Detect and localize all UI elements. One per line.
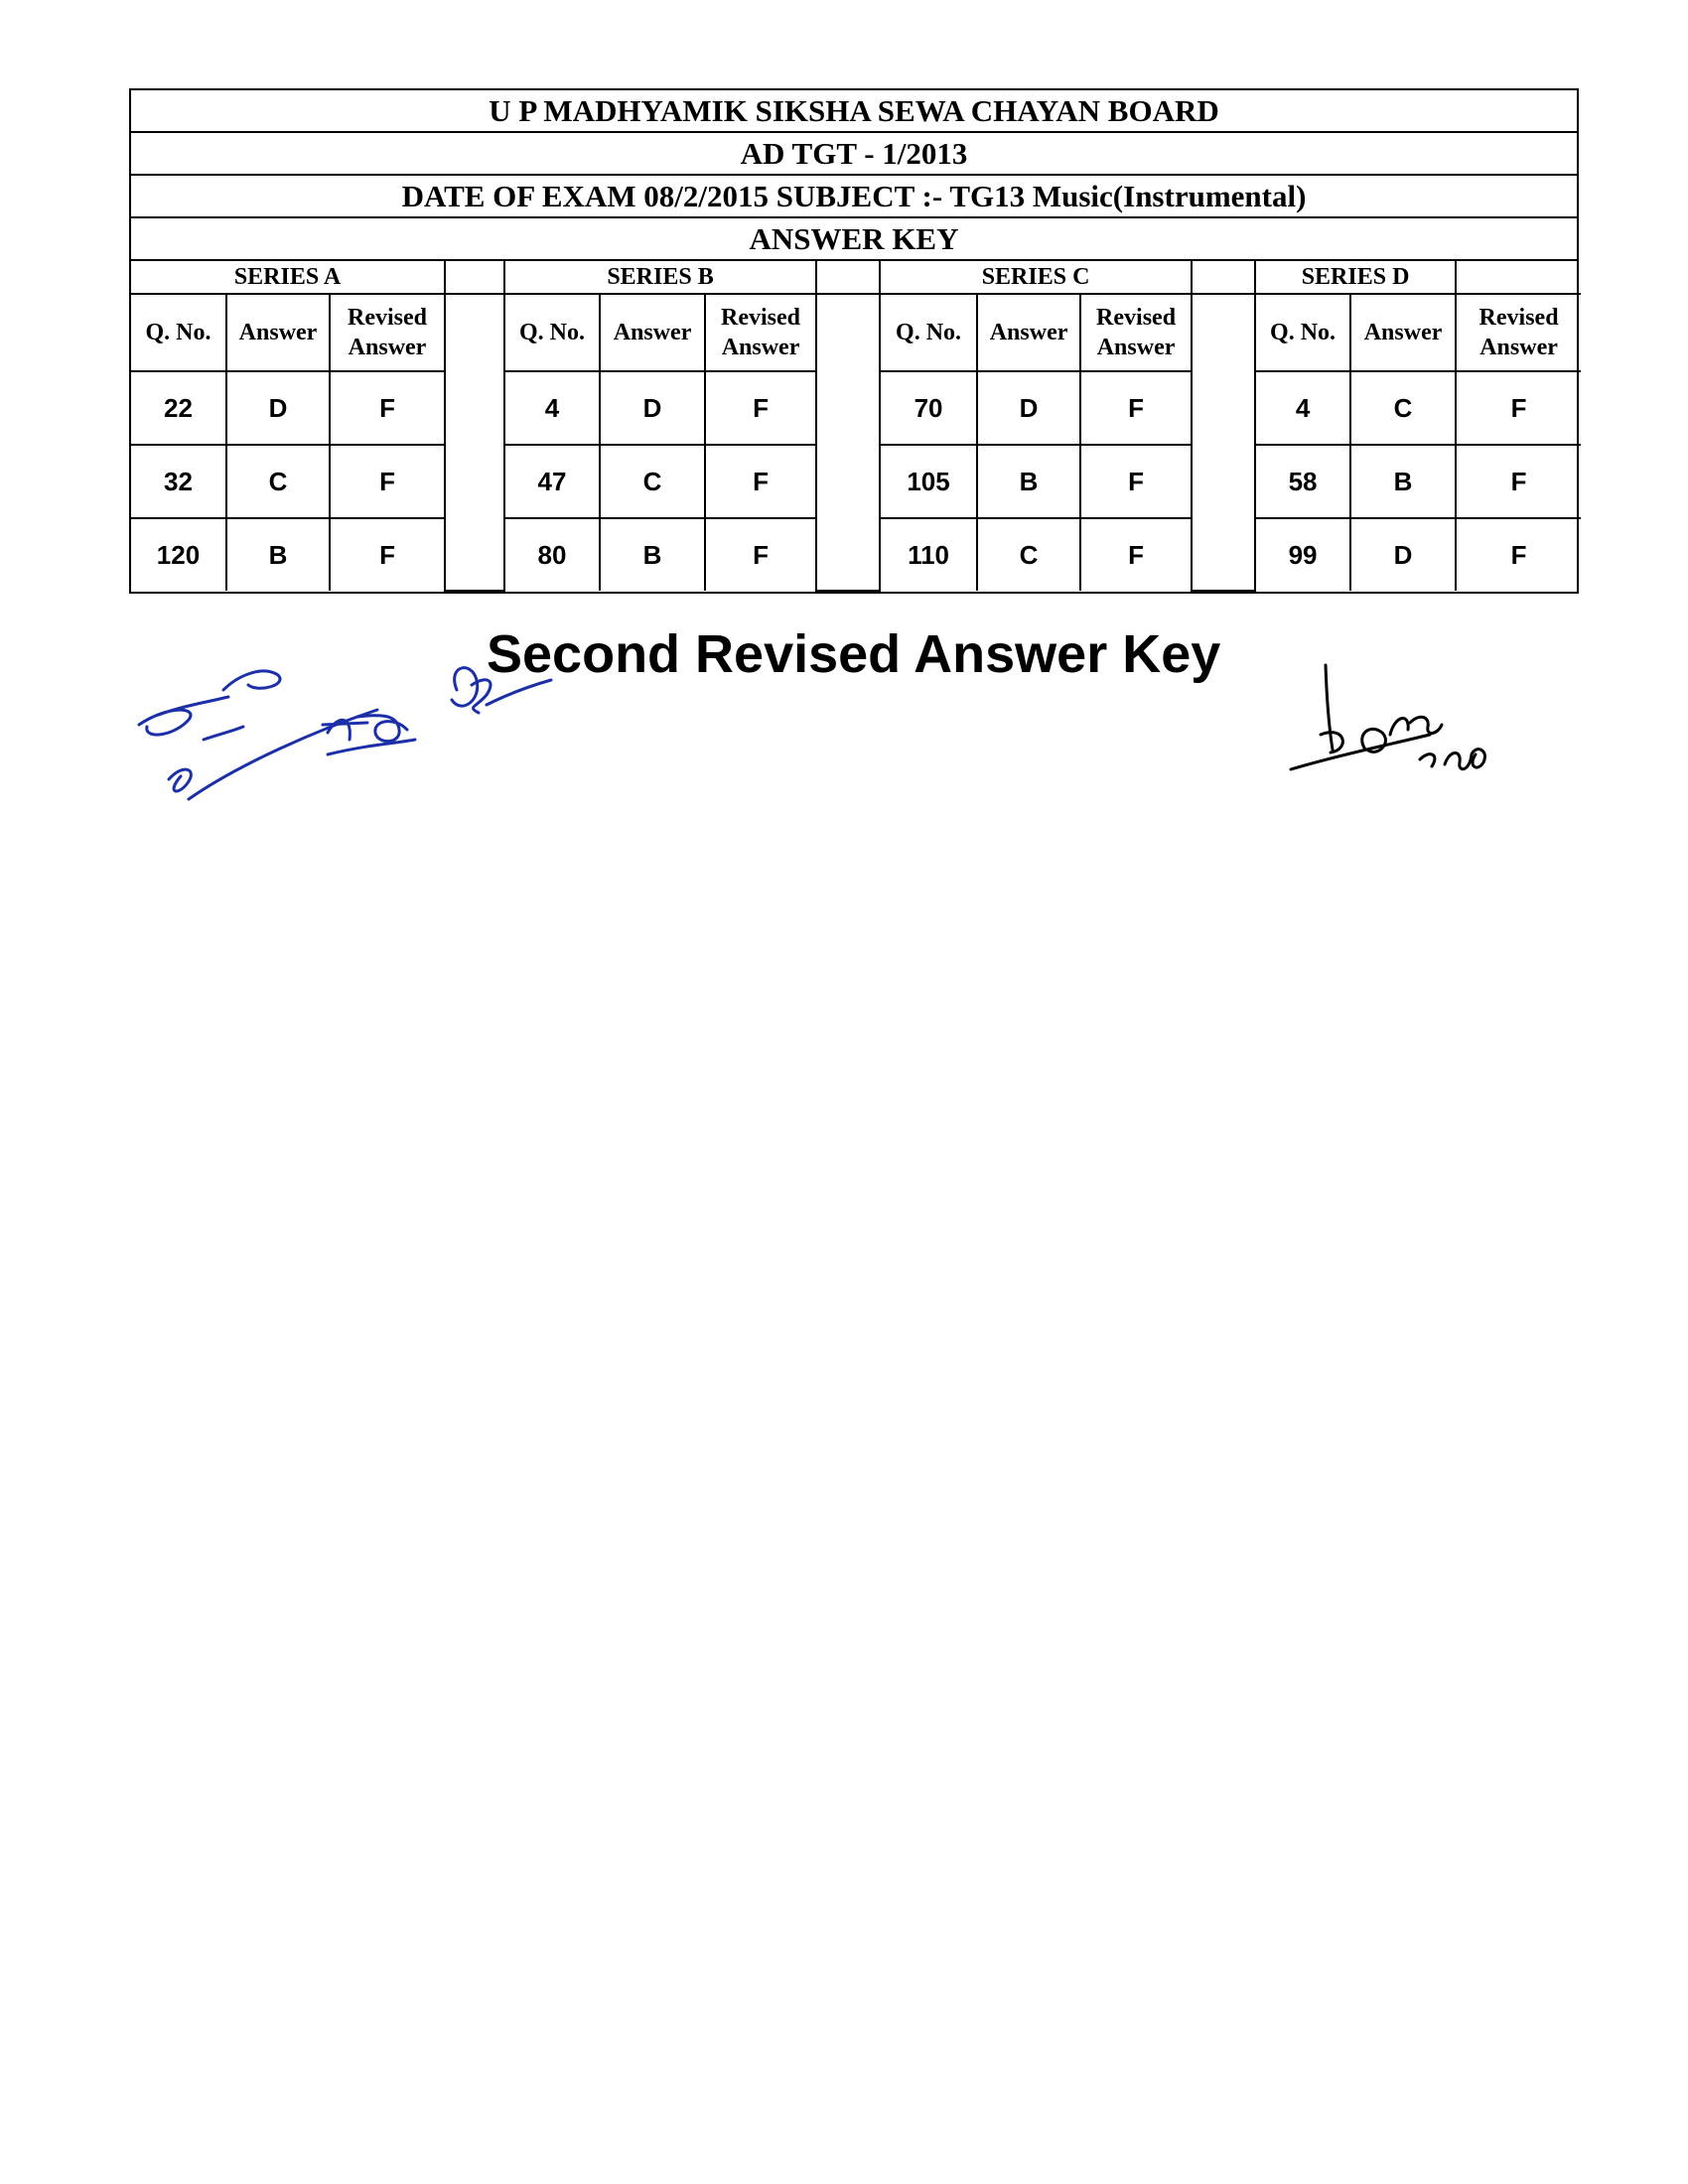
exam-subject-line: DATE OF EXAM 08/2/2015 SUBJECT :- TG13 Music(Instrumental): [131, 176, 1577, 218]
qno-header: Q. No.: [880, 294, 977, 371]
answer-cell: C: [600, 445, 705, 518]
spacer-column: [816, 294, 880, 591]
signature-right: [1281, 655, 1529, 804]
revised-answer-cell: F: [1080, 445, 1192, 518]
qno-cell: 4: [1255, 371, 1350, 445]
answer-cell: C: [1350, 371, 1456, 445]
answer-cell: D: [977, 371, 1080, 445]
spacer-cell: [816, 261, 880, 294]
revised-answer-header: Revised Answer: [1456, 294, 1581, 371]
qno-cell: 99: [1255, 518, 1350, 591]
series-c-title: SERIES C: [880, 261, 1192, 294]
answer-cell: C: [226, 445, 330, 518]
series-header-row: [131, 261, 1581, 294]
answer-header: Answer: [226, 294, 330, 371]
answer-cell: D: [1350, 518, 1456, 591]
revised-answer-cell: F: [705, 518, 816, 591]
qno-cell: 22: [131, 371, 226, 445]
answer-header: Answer: [977, 294, 1080, 371]
revised-answer-header: Revised Answer: [1080, 294, 1192, 371]
revised-answer-cell: F: [1456, 518, 1581, 591]
qno-header: Q. No.: [1255, 294, 1350, 371]
second-revised-caption: Second Revised Answer Key: [487, 624, 1221, 684]
qno-header: Q. No.: [504, 294, 600, 371]
revised-answer-cell: F: [1080, 518, 1192, 591]
answer-key-title: ANSWER KEY: [131, 218, 1577, 261]
exam-title: AD TGT - 1/2013: [131, 133, 1577, 176]
answer-cell: B: [1350, 445, 1456, 518]
revised-answer-cell: F: [1456, 445, 1581, 518]
answer-cell: D: [600, 371, 705, 445]
revised-answer-cell: F: [330, 518, 445, 591]
series-d-title: SERIES D: [1255, 261, 1456, 294]
revised-answer-header: Revised Answer: [330, 294, 445, 371]
board-title: U P MADHYAMIK SIKSHA SEWA CHAYAN BOARD: [131, 90, 1577, 133]
spacer-column: [445, 294, 504, 591]
answer-cell: B: [977, 445, 1080, 518]
revised-answer-cell: F: [330, 371, 445, 445]
spacer-cell: [445, 261, 504, 294]
qno-cell: 58: [1255, 445, 1350, 518]
revised-answer-header: Revised Answer: [705, 294, 816, 371]
spacer-cell: [1192, 261, 1255, 294]
qno-cell: 47: [504, 445, 600, 518]
answer-cell: B: [600, 518, 705, 591]
revised-answer-cell: F: [705, 371, 816, 445]
series-b-title: SERIES B: [504, 261, 816, 294]
qno-cell: 120: [131, 518, 226, 591]
spacer-column: [1192, 294, 1255, 591]
answer-header: Answer: [600, 294, 705, 371]
qno-cell: 70: [880, 371, 977, 445]
revised-answer-cell: F: [330, 445, 445, 518]
signature-left-group: [129, 645, 566, 824]
answer-cell: D: [226, 371, 330, 445]
answer-cell: C: [977, 518, 1080, 591]
qno-cell: 105: [880, 445, 977, 518]
column-header-row: [131, 294, 1581, 371]
series-a-title: SERIES A: [131, 261, 445, 294]
answer-header: Answer: [1350, 294, 1456, 371]
answer-cell: B: [226, 518, 330, 591]
qno-cell: 4: [504, 371, 600, 445]
spacer-cell: [1456, 261, 1581, 294]
qno-header: Q. No.: [131, 294, 226, 371]
revised-answer-cell: F: [1456, 371, 1581, 445]
answer-key-sheet: [129, 88, 1579, 594]
answer-key-table: [131, 261, 1581, 592]
qno-cell: 110: [880, 518, 977, 591]
qno-cell: 32: [131, 445, 226, 518]
qno-cell: 80: [504, 518, 600, 591]
revised-answer-cell: F: [705, 445, 816, 518]
revised-answer-cell: F: [1080, 371, 1192, 445]
